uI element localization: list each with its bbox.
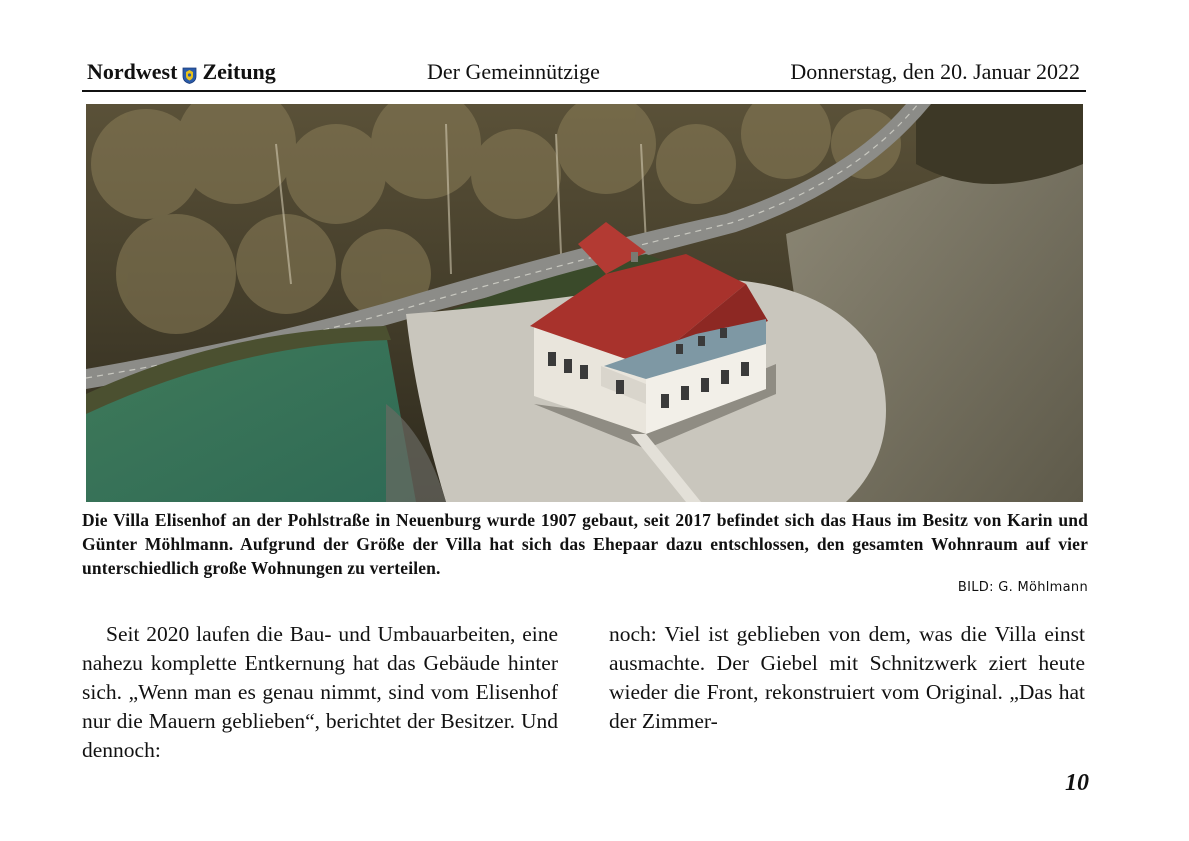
article-photo	[86, 104, 1083, 502]
page-number: 10	[1065, 770, 1089, 796]
brand-name-part1: Nordwest	[87, 59, 178, 84]
header-rule	[82, 90, 1086, 92]
photo-credit: BILD: G. Möhlmann	[957, 580, 1088, 595]
article-column-right: noch: Viel ist geblieben von dem, was die Villa einst ausmachte. Der Giebel mit Schnitzwerk ziert heute wieder die Front, rekonstruiert vom Original. „Das hat der Zimmer-	[609, 622, 1085, 733]
newspaper-brand[interactable]	[87, 59, 276, 85]
photo-caption: Die Villa Elisenhof an der Pohlstraße in Neuenburg wurde 1907 gebaut, seit 2017 befindet sich das Haus im Besitz von Karin und Günter Möhlmann. Aufgrund der Größe der Villa hat sich das Ehepaar dazu entschlossen, den gesamten Wohnraum auf vier unterschiedlich große Wohnungen zu verteilen.	[82, 510, 1088, 578]
issue-date: Donnerstag, den 20. Januar 2022	[790, 59, 1080, 84]
article-column-left: Seit 2020 laufen die Bau- und Umbauarbeiten, eine nahezu komplette Entkernung hat das Gebäude hinter sich. „Wenn man es genau nimmt, sind vom Elisenhof nur die Mauern geblieben“, berichtet der Besitzer. Und dennoch:	[82, 622, 558, 762]
masthead	[84, 56, 1086, 90]
brand-name-part2: Zeitung	[202, 59, 276, 84]
aerial-photo-villa-icon	[86, 104, 1083, 502]
section-title: Der Gemeinnützige	[427, 59, 600, 84]
coat-of-arms-icon	[182, 64, 197, 81]
